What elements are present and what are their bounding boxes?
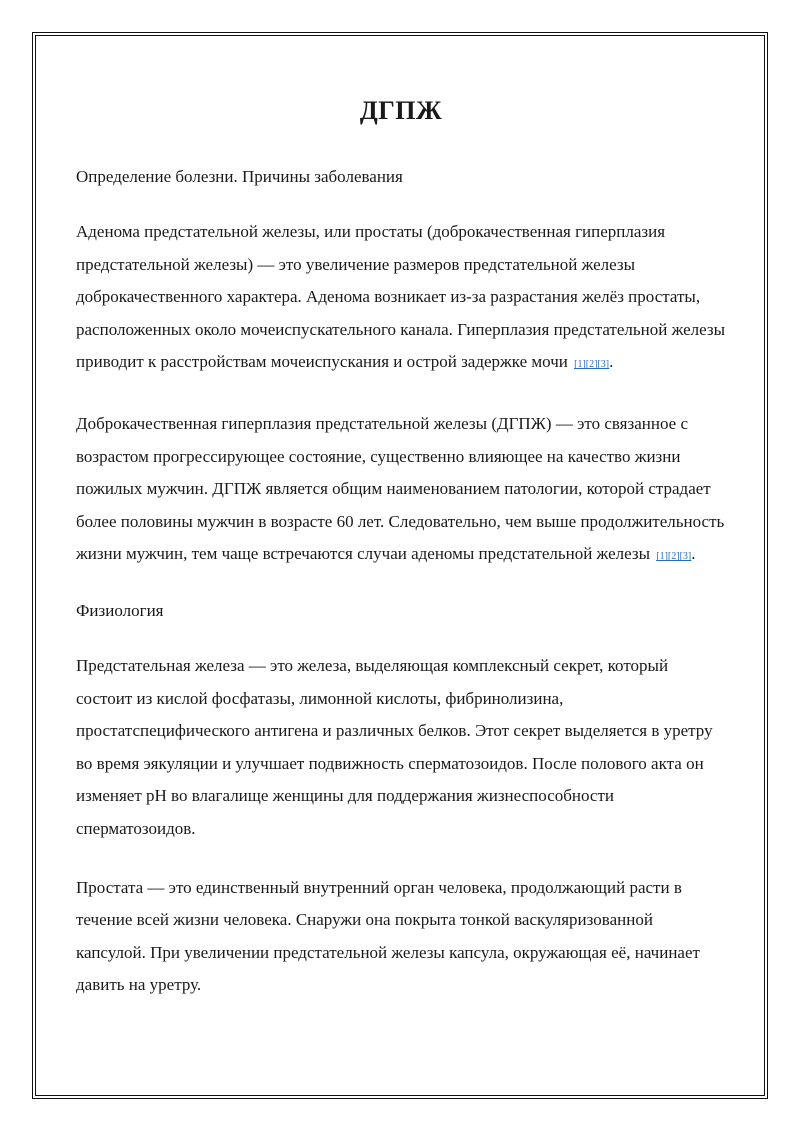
- paragraph-text: Доброкачественная гиперплазия предстательной железы (ДГПЖ) — это связанное с возрастом прогрессирующее состояние, существенно влияющее на качество жизни пожилых мужчин. ДГПЖ является общим наименованием патологии, которой страдает более половины мужчин в возрасте 60 лет. Следовательно, чем выше продолжительность жизни мужчин, тем чаще встречаются случаи аденомы предстательной железы: [76, 413, 725, 564]
- paragraph-prostate-growth: Простата — это единственный внутренний орган человека, продолжающий расти в течение всей жизни человека. Снаружи она покрыта тонкой васкуляризованной капсулой. При увеличении предстательной железы капсула, окружающая её, начинает давить на уретру.: [76, 877, 700, 995]
- sentence-end: .: [609, 352, 614, 372]
- paragraph-prostate-secretion: Предстательная железа — это железа, выделяющая комплексный секрет, который состоит из кислой фосфатазы, лимонной кислоты, фибринолизина, простатспецифического антигена и различных белков. Этот секрет выделяется в уретру во время эякуляции и улучшает подвижность сперматозоидов. После полового акта он изменяет pH во влагалище женщины для поддержания жизнеспособности сперматозоидов.: [76, 655, 713, 838]
- reference-link-2[interactable]: [2]: [667, 551, 680, 563]
- page-title: ДГПЖ: [359, 96, 443, 125]
- paragraph-text: Аденома предстательной железы, или простаты (доброкачественная гиперплазия предстательной железы) — это увеличение размеров предстательной железы доброкачественного характера. Аденома возникает из-за разрастания желёз простаты, расположенных около мочеиспускательного канала. Гиперплазия предстательной железы приводит к расстройствам мочеиспускания и острой задержке мочи: [76, 222, 726, 372]
- section-heading-definition: Определение болезни. Причины заболевания: [76, 167, 403, 186]
- reference-links: [574, 359, 609, 370]
- reference-links: [656, 551, 691, 562]
- reference-link-3[interactable]: [3]: [597, 359, 610, 371]
- paragraph-bph-age: [76, 408, 726, 574]
- reference-link-1[interactable]: [1]: [574, 359, 586, 371]
- reference-link-3[interactable]: [3]: [679, 551, 692, 563]
- reference-link-1[interactable]: [1]: [656, 551, 668, 563]
- paragraph-adenoma-definition: [76, 216, 726, 382]
- reference-link-2[interactable]: [2]: [585, 359, 598, 371]
- section-heading-physiology: Физиология: [76, 600, 164, 620]
- sentence-end: .: [691, 544, 696, 564]
- document-body: [76, 96, 726, 1028]
